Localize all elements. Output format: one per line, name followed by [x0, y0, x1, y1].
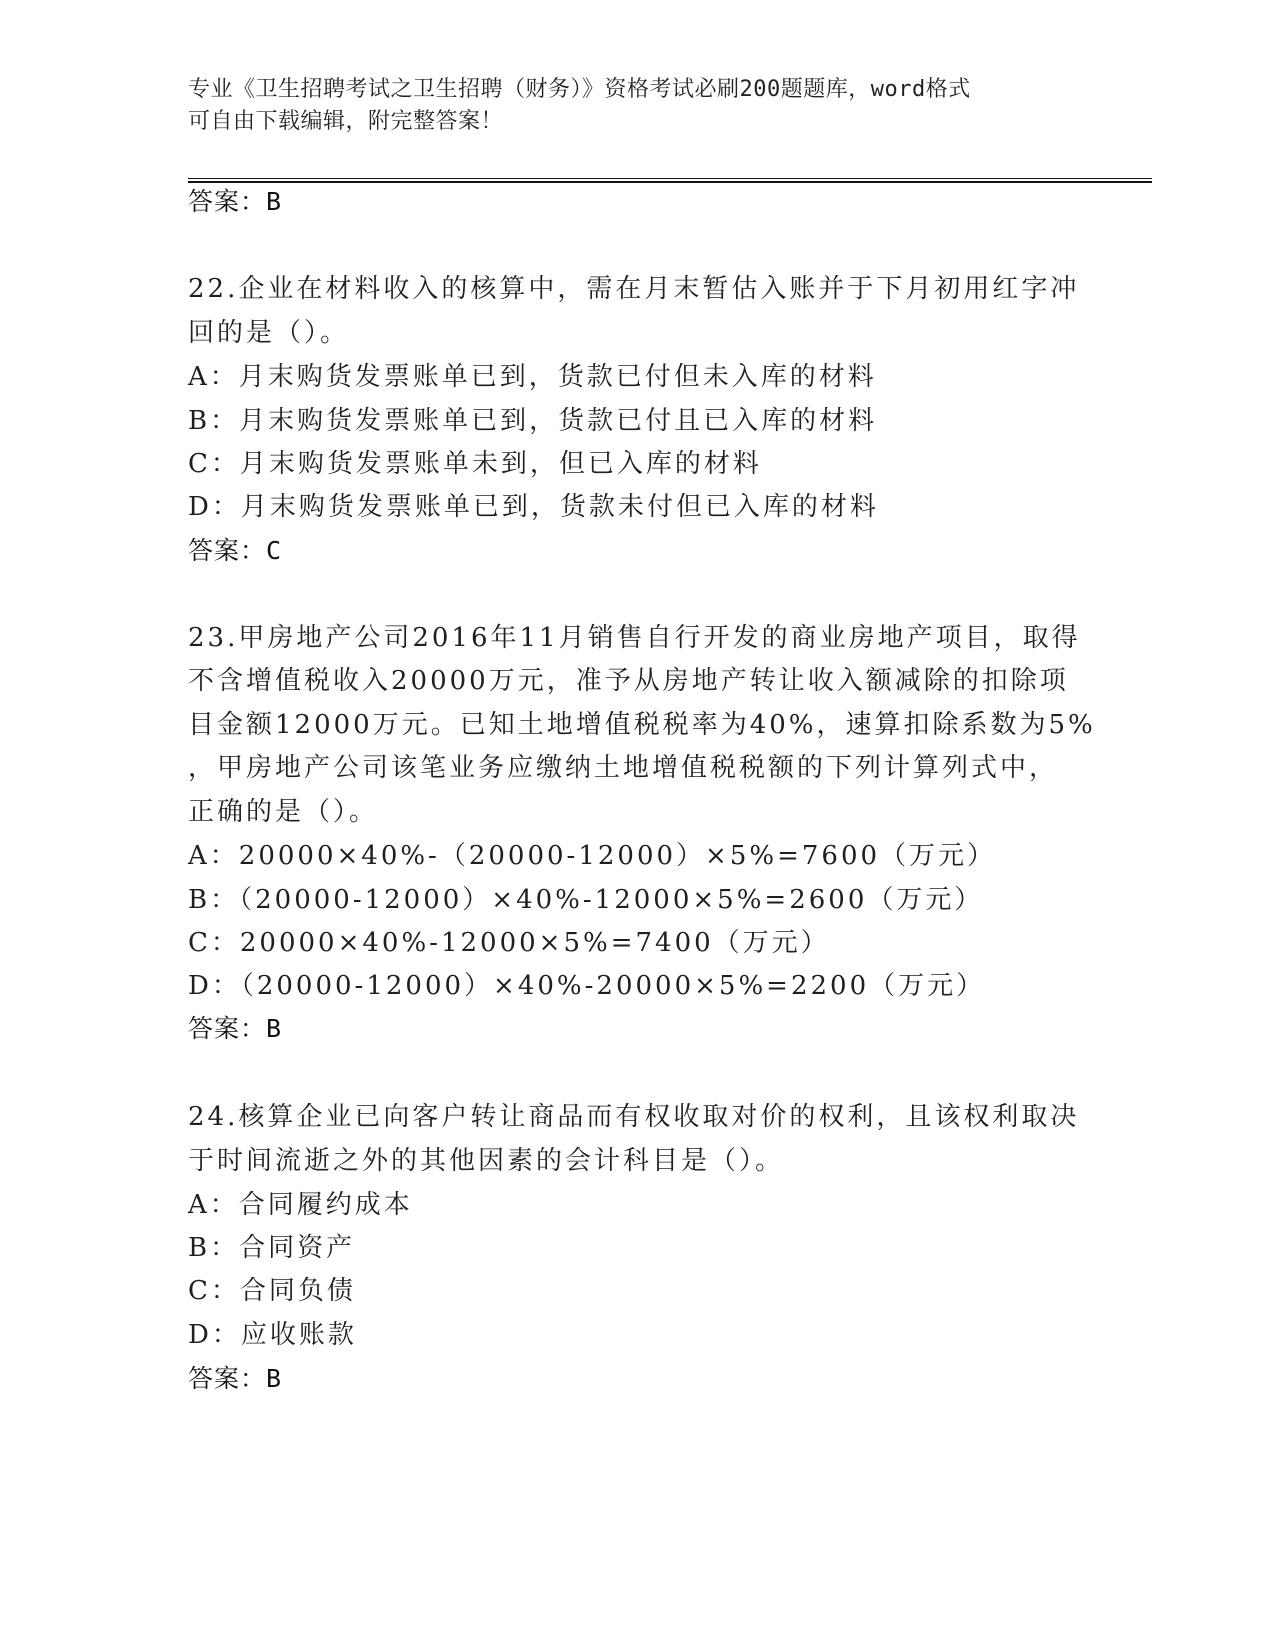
- header-title-line-1: 专业《卫生招聘考试之卫生招聘（财务）》资格考试必刷200题题库，word格式: [188, 77, 971, 102]
- previous-answer: 答案：B: [188, 187, 283, 216]
- header-divider-thin: [188, 178, 1152, 179]
- question-23-answer: 答案：B: [188, 1014, 283, 1043]
- question-22-option-a: A：月末购货发票账单已到，货款已付但未入库的材料: [188, 362, 877, 392]
- header-title-line-2: 可自由下载编辑，附完整答案！: [188, 109, 504, 134]
- document-header: [188, 74, 1088, 138]
- question-23-stem-line-1: 23.甲房地产公司2016年11月销售自行开发的商业房地产项目，取得: [188, 623, 1081, 653]
- question-22-answer: 答案：C: [188, 536, 283, 565]
- question-22-option-b: B：月末购货发票账单已到，货款已付且已入库的材料: [188, 406, 878, 436]
- question-23-option-a: A：20000×40%-（20000-12000）×5%=7600（万元）: [188, 841, 997, 871]
- question-22-stem-line-2: 回的是（）。: [188, 318, 350, 348]
- question-22-option-d: D：月末购货发票账单已到，货款未付但已入库的材料: [188, 492, 879, 522]
- question-24-option-b: B：合同资产: [188, 1233, 356, 1263]
- question-24-answer: 答案：B: [188, 1364, 283, 1393]
- header-divider-thick: [188, 181, 1152, 183]
- question-23-stem-line-2: 不含增值税收入20000万元，准予从房地产转让收入额减除的扣除项: [188, 666, 1069, 696]
- question-23-stem-line-5: 正确的是（）。: [188, 797, 379, 827]
- question-24-option-a: A：合同履约成本: [188, 1190, 413, 1220]
- question-23-stem-line-4: ，甲房地产公司该笔业务应缴纳土地增值税税额的下列计算列式中，: [188, 753, 1059, 783]
- question-24-stem-line-2: 于时间流逝之外的其他因素的会计科目是（）。: [188, 1146, 785, 1176]
- question-23-option-c: C：20000×40%-12000×5%=7400（万元）: [188, 928, 830, 958]
- question-22-option-c: C：月末购货发票账单未到，但已入库的材料: [188, 449, 762, 479]
- question-24-option-d: D：应收账款: [188, 1320, 357, 1350]
- question-23-option-d: D：（20000-12000）×40%-20000×5%=2200（万元）: [188, 971, 986, 1001]
- question-24-option-c: C：合同负债: [188, 1276, 356, 1306]
- question-23-option-b: B：（20000-12000）×40%-12000×5%=2600（万元）: [188, 885, 984, 915]
- question-22-stem-line-1: 22.企业在材料收入的核算中，需在月末暂估入账并于下月初用红字冲: [188, 274, 1080, 304]
- question-24-stem-line-1: 24.核算企业已向客户转让商品而有权收取对价的权利，且该权利取决: [188, 1102, 1080, 1132]
- question-23-stem-line-3: 目金额12000万元。已知土地增值税税率为40%，速算扣除系数为5%: [188, 710, 1096, 740]
